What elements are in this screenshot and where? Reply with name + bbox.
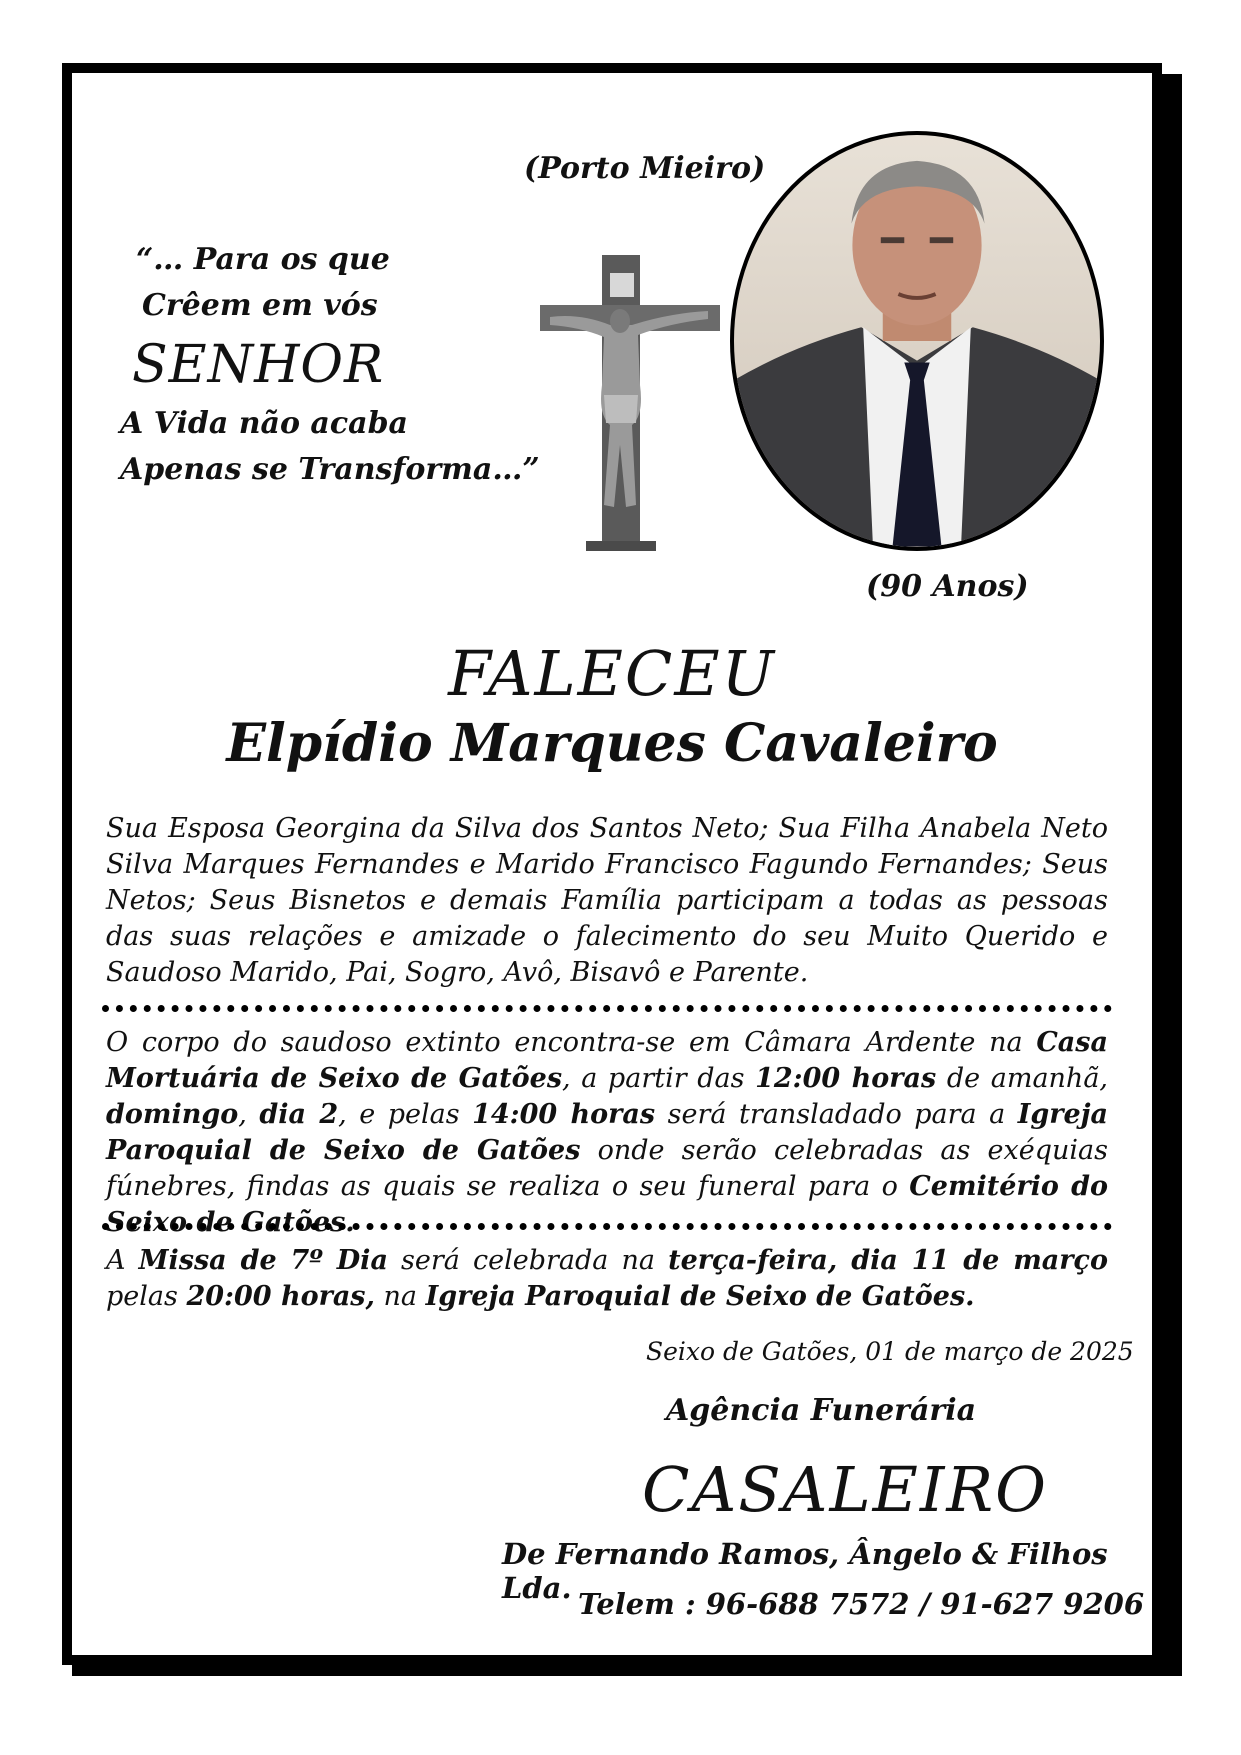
bold-run: dia 2	[259, 1099, 339, 1130]
dotted-divider	[102, 1005, 1112, 1012]
deceased-name: Elpídio Marques Cavaleiro	[226, 713, 998, 774]
portrait-image	[734, 135, 1100, 547]
text-run: na	[374, 1281, 426, 1312]
text-run: ,	[238, 1099, 260, 1130]
notice-date: Seixo de Gatões, 01 de março de 2025	[646, 1337, 1134, 1366]
quote-line-5: Apenas se Transforma…”	[120, 452, 540, 487]
agency-phones: Telem : 96-688 7572 / 91-627 9206	[578, 1587, 1145, 1621]
text-run: A	[106, 1245, 139, 1276]
family-paragraph: Sua Esposa Georgina da Silva dos Santos Neto; Sua Filha Anabela Neto Silva Marques Fernandes e Marido Francisco Fagundo Fernandes; Seus Netos; Seus Bisnetos e demais Família participam a todas as pessoas das suas relações e amizade o falecimento do seu Muito Querido e Saudoso Marido, Pai, Sogro, Avô, Bisavô e Parente.	[106, 813, 1108, 988]
bold-run: Cemitério do Seixo de Gatões.	[106, 1171, 1108, 1238]
agency-owners: De Fernando Ramos, Ângelo & Filhos Lda.	[502, 1537, 1108, 1605]
bold-run: 20:00 horas,	[186, 1281, 375, 1312]
agency-label: Agência Funerária	[666, 1393, 977, 1428]
text-run: , a partir das	[562, 1063, 756, 1094]
dotted-divider	[102, 1223, 1112, 1230]
quote-line-3: SENHOR	[132, 335, 385, 395]
text-run: , e pelas	[338, 1099, 473, 1130]
bold-run: Igreja Paroquial de Seixo de Gatões.	[425, 1281, 975, 1312]
text-run: de amanhã,	[936, 1063, 1108, 1094]
place-label: (Porto Mieiro)	[524, 151, 766, 186]
funeral-paragraph	[106, 1025, 1108, 1241]
bold-run: Casa Mortuária de Seixo de Gatões	[106, 1027, 1108, 1094]
bold-run: domingo	[106, 1099, 239, 1130]
bold-run: Missa de 7º Dia	[138, 1245, 388, 1276]
announcement-heading: FALECEU	[448, 637, 776, 710]
obituary-notice	[62, 63, 1162, 1665]
quote-line-2: Crêem em vós	[142, 288, 378, 323]
text-run: onde serão celebradas as exéquias fúnebres, findas as quais se realiza o seu funeral para o	[106, 1135, 1108, 1202]
crucifix-icon	[540, 255, 720, 551]
text-run: pelas	[106, 1281, 187, 1312]
portrait-photo	[730, 131, 1104, 551]
bold-run: terça-feira, dia 11 de março	[668, 1245, 1108, 1276]
bold-run: Igreja Paroquial de Seixo de Gatões	[106, 1099, 1108, 1166]
religious-quote	[120, 237, 540, 493]
bold-run: 12:00 horas	[755, 1063, 937, 1094]
bold-run: 14:00 horas	[472, 1099, 656, 1130]
text-run: será celebrada na	[387, 1245, 669, 1276]
quote-line-4: A Vida não acaba	[120, 406, 408, 441]
mass-paragraph	[106, 1243, 1108, 1315]
agency-brand: CASALEIRO	[642, 1453, 1048, 1526]
quote-line-1: “… Para os que	[136, 242, 390, 277]
text-run: O corpo do saudoso extinto encontra-se em Câmara Ardente na	[106, 1027, 1037, 1058]
age-label: (90 Anos)	[866, 569, 1029, 604]
text-run: será transladado para a	[655, 1099, 1018, 1130]
